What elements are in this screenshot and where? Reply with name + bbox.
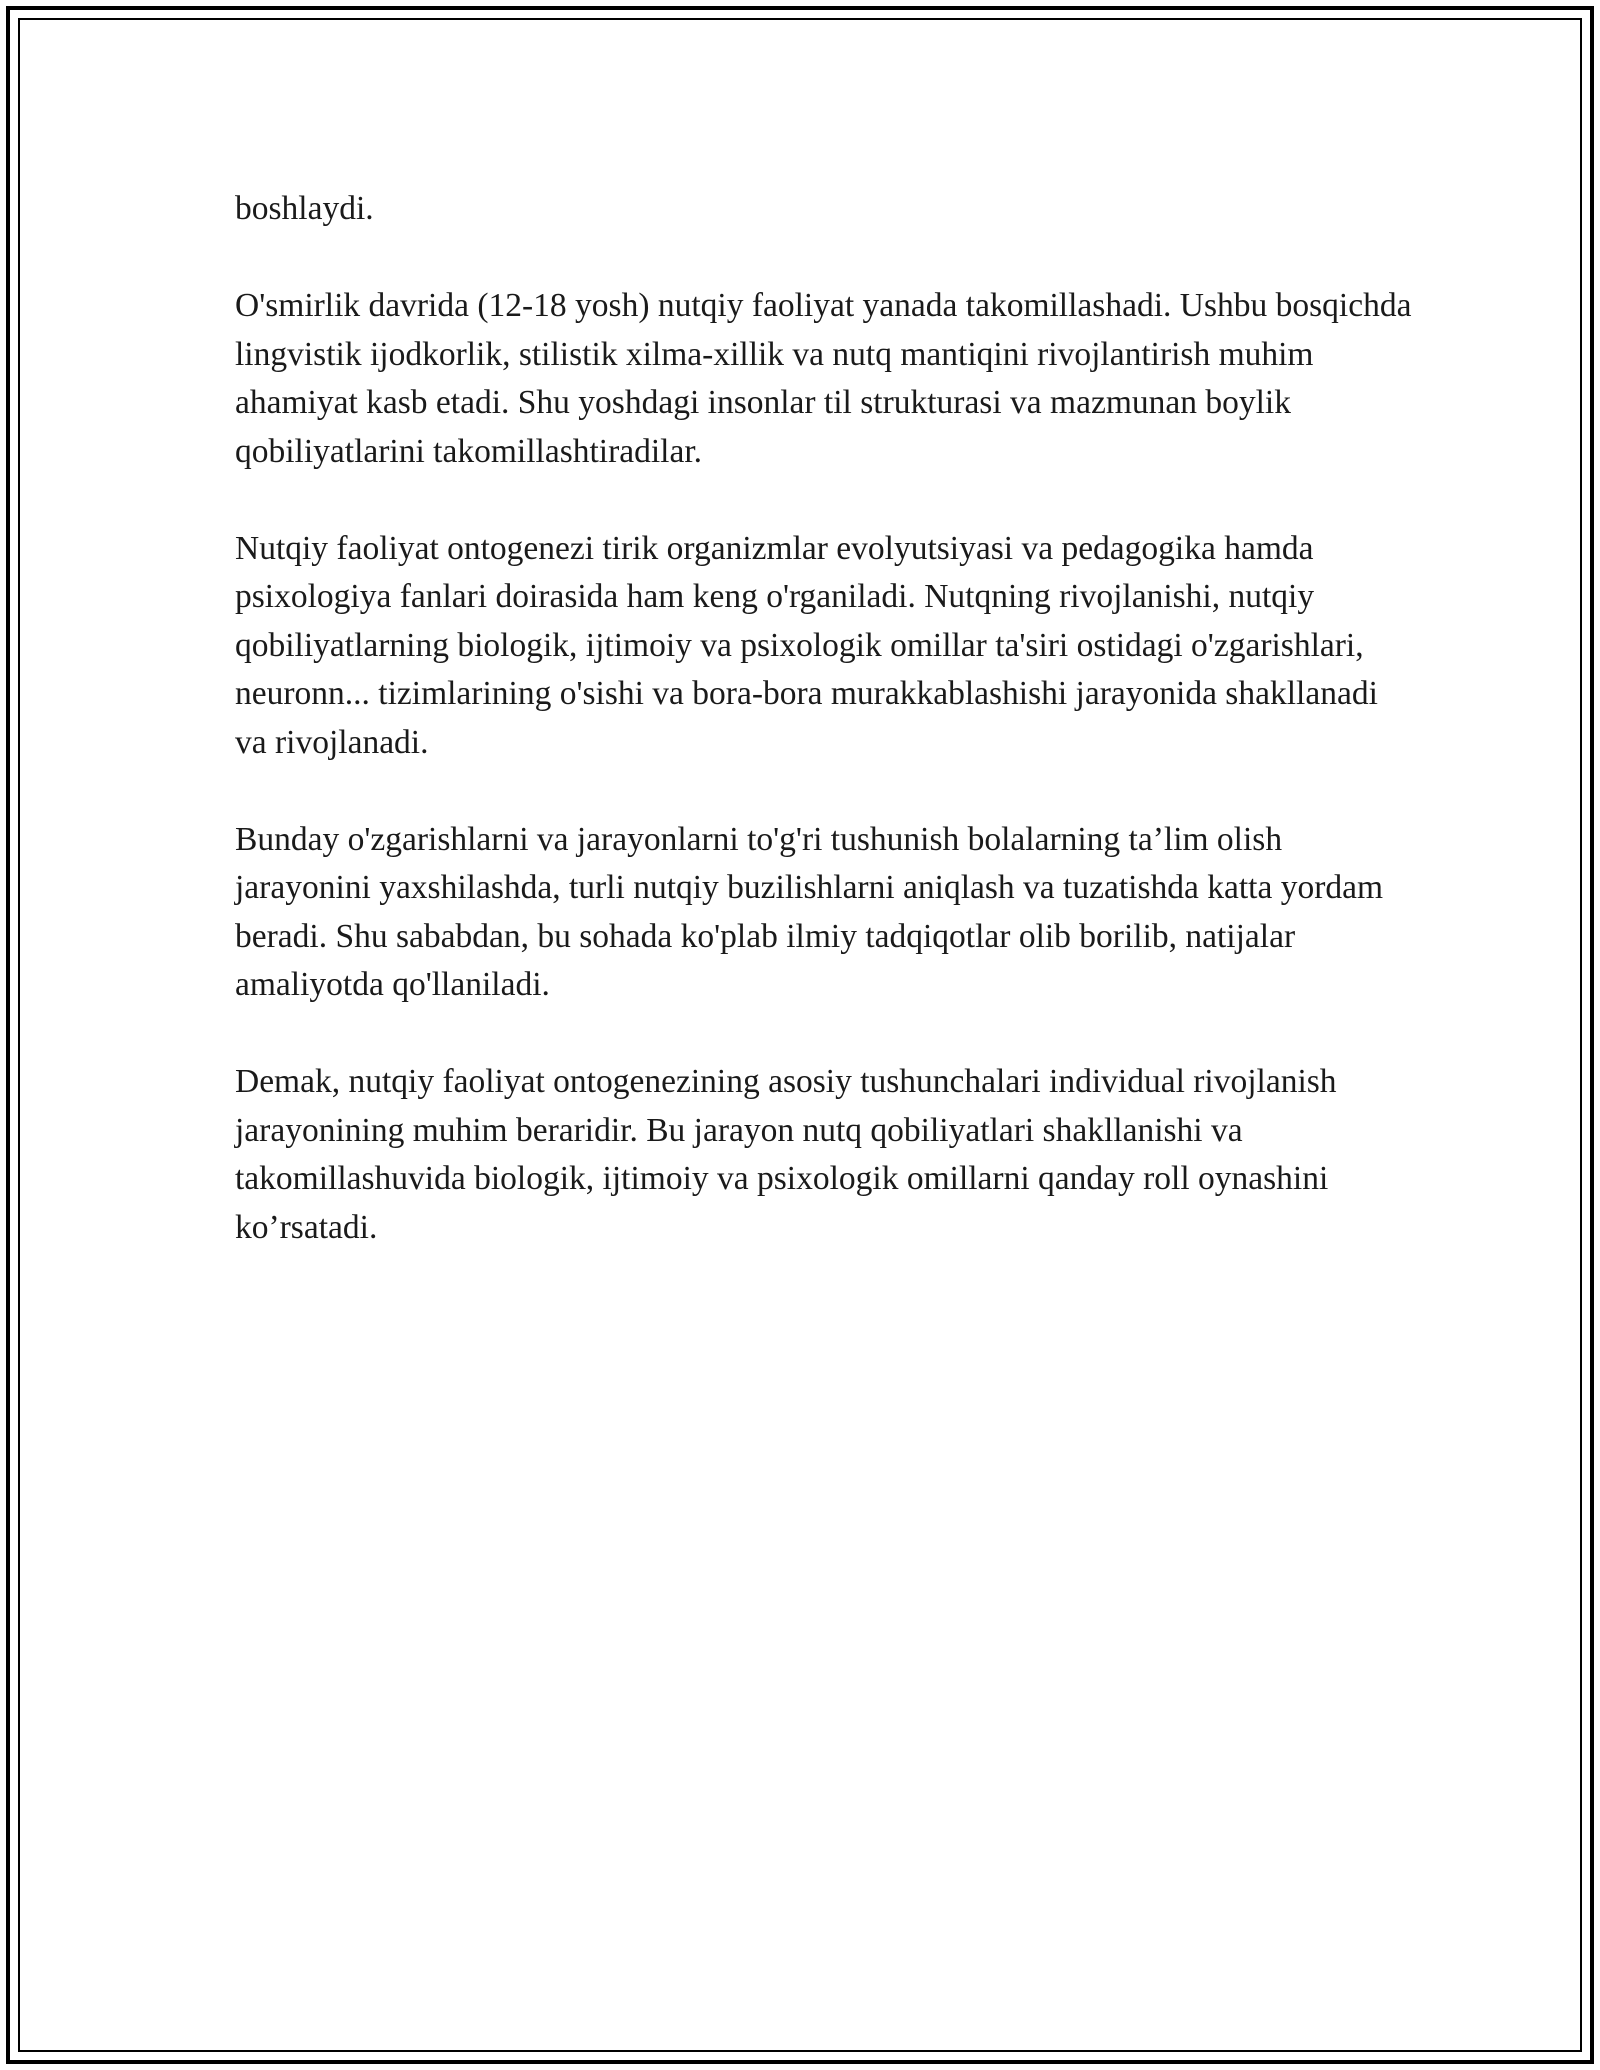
paragraph-understanding: Bunday o'zgarishlarni va jarayonlarni to'g'ri tushunish bolalarning ta’lim olish jarayonini yaxshilashda, turli nutqiy buzilishlarni aniqlash va tuzatishda katta yordam beradi. Shu sababdan, bu sohada ko'plab ilmiy tadqiqotlar olib borilib, natijalar amaliyotda qo'llaniladi. (235, 820, 1384, 1003)
paragraph-ontogenesis: Nutqiy faoliyat ontogenezi tirik organizmlar evolyutsiyasi va pedagogika hamda psixologiya fanlari doirasida ham keng o'rganiladi. Nutqning rivojlanishi, nutqiy qobiliyatlarning biologik, ijtimoiy va psixologik omillar ta'siri ostidagi o'zgarishlari, neuronn... tizimlarining o'sishi va bora-bora murakkablashishi jarayonida shakllanadi va rivojlanadi. (235, 529, 1378, 761)
paragraph-conclusion: Demak, nutqiy faoliyat ontogenezining asosiy tushunchalari individual rivojlanish jarayonining muhim beraridir. Bu jarayon nutq qobiliyatlari shakllanishi va takomillashuvida biologik, ijtimoiy va psixologik omillarni qanday roll oynashini ko’rsatadi. (235, 1063, 1337, 1246)
paragraph-continuation: boshlaydi. (235, 190, 374, 227)
document-body (235, 185, 1415, 1301)
paragraph-adolescence: O'smirlik davrida (12-18 yosh) nutqiy faoliyat yanada takomillashadi. Ushbu bosqichda lingvistik ijodkorlik, stilistik xilma-xillik va nutq mantiqini rivojlantirish muhim ahamiyat kasb etadi. Shu yoshdagi insonlar til strukturasi va mazmunan boylik qobiliyatlarini takomillashtiradilar. (235, 287, 1412, 470)
